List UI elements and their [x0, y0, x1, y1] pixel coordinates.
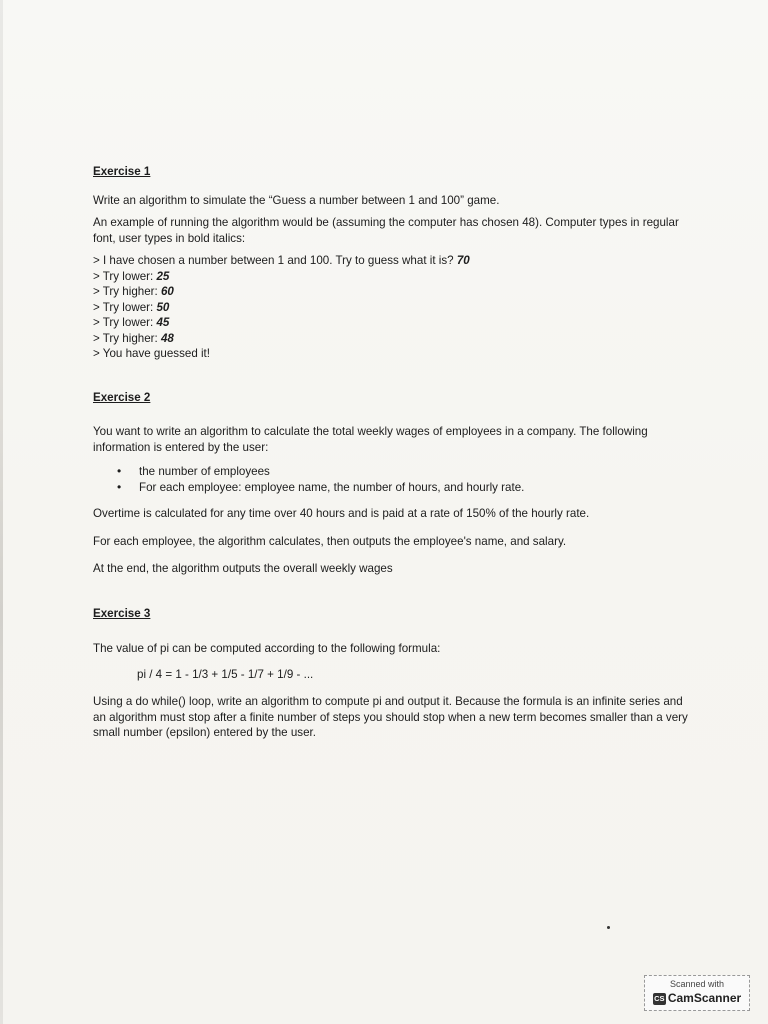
- computer-text: > You have guessed it!: [93, 347, 211, 360]
- user-input: 60: [160, 285, 174, 298]
- user-input: 48: [160, 331, 174, 345]
- user-input: 45: [156, 316, 170, 329]
- document-content: [93, 164, 693, 741]
- exercise-3-paragraph-2: Using a do while() loop, write an algorithm to compute pi and output it. Because the formula is an infinite series and an algorithm must stop after a finite number of steps you should stop when a new term becomes smaller than a very small number (epsilon) entered by the user.: [93, 695, 688, 739]
- transcript-line: [93, 300, 693, 316]
- computer-text: > Try lower:: [93, 316, 157, 329]
- camscanner-watermark: [644, 975, 750, 1011]
- exercise-2-paragraph-2: Overtime is calculated for any time over 40 hours and is paid at a rate of 150% of the hourly rate.: [93, 507, 590, 520]
- exercise-2-paragraph-3: For each employee, the algorithm calculates, then outputs the employee's name, and salary.: [93, 534, 567, 548]
- scanned-with-label: Scanned with: [669, 979, 725, 989]
- stray-dot: [607, 926, 610, 929]
- exercise-2-bullet-list: [93, 464, 693, 495]
- exercise-1-paragraph-2: An example of running the algorithm would be (assuming the computer has chosen 48). Computer types in regular font, user types in bold italics:: [93, 216, 679, 245]
- exercise-3-title: Exercise 3: [93, 606, 151, 620]
- exercise-1-title: Exercise 1: [93, 165, 151, 178]
- user-input: 70: [456, 254, 470, 267]
- transcript-line: [93, 284, 693, 300]
- exercise-2-paragraph-4: At the end, the algorithm outputs the overall weekly wages: [93, 562, 393, 575]
- computer-text: > Try higher:: [93, 331, 161, 345]
- computer-text: > Try lower:: [93, 300, 157, 314]
- computer-text: > Try lower:: [93, 269, 157, 283]
- transcript-line: [93, 269, 693, 285]
- camscanner-logo-icon: CS: [654, 993, 665, 1003]
- exercise-2-paragraph-1: You want to write an algorithm to calculate the total weekly wages of employees in a company. The following information is entered by the user:: [93, 425, 648, 454]
- computer-text: > Try higher:: [93, 285, 161, 298]
- bullet-item: • the number of employees: [139, 464, 693, 480]
- camscanner-brand-row: [645, 991, 749, 1006]
- transcript-line: [93, 315, 693, 331]
- transcript-line: [93, 253, 693, 269]
- scan-edge-shadow: [0, 0, 3, 1024]
- exercise-3-paragraph-1: The value of pi can be computed according to the following formula:: [93, 642, 441, 655]
- example-transcript: [93, 253, 693, 362]
- exercise-2-title: Exercise 2: [93, 390, 151, 404]
- pi-formula: pi / 4 = 1 - 1/3 + 1/5 - 1/7 + 1/9 - ...: [137, 667, 314, 681]
- transcript-line: [93, 346, 693, 362]
- bullet-item: • For each employee: employee name, the number of hours, and hourly rate.: [139, 480, 693, 496]
- exercise-1-paragraph-1: Write an algorithm to simulate the “Guess a number between 1 and 100” game.: [93, 193, 500, 207]
- user-input: 25: [156, 269, 170, 283]
- transcript-line: [93, 331, 693, 347]
- user-input: 50: [156, 300, 170, 314]
- camscanner-app-name: CamScanner: [667, 991, 742, 1006]
- computer-text: > I have chosen a number between 1 and 100. Try to guess what it is?: [93, 254, 457, 267]
